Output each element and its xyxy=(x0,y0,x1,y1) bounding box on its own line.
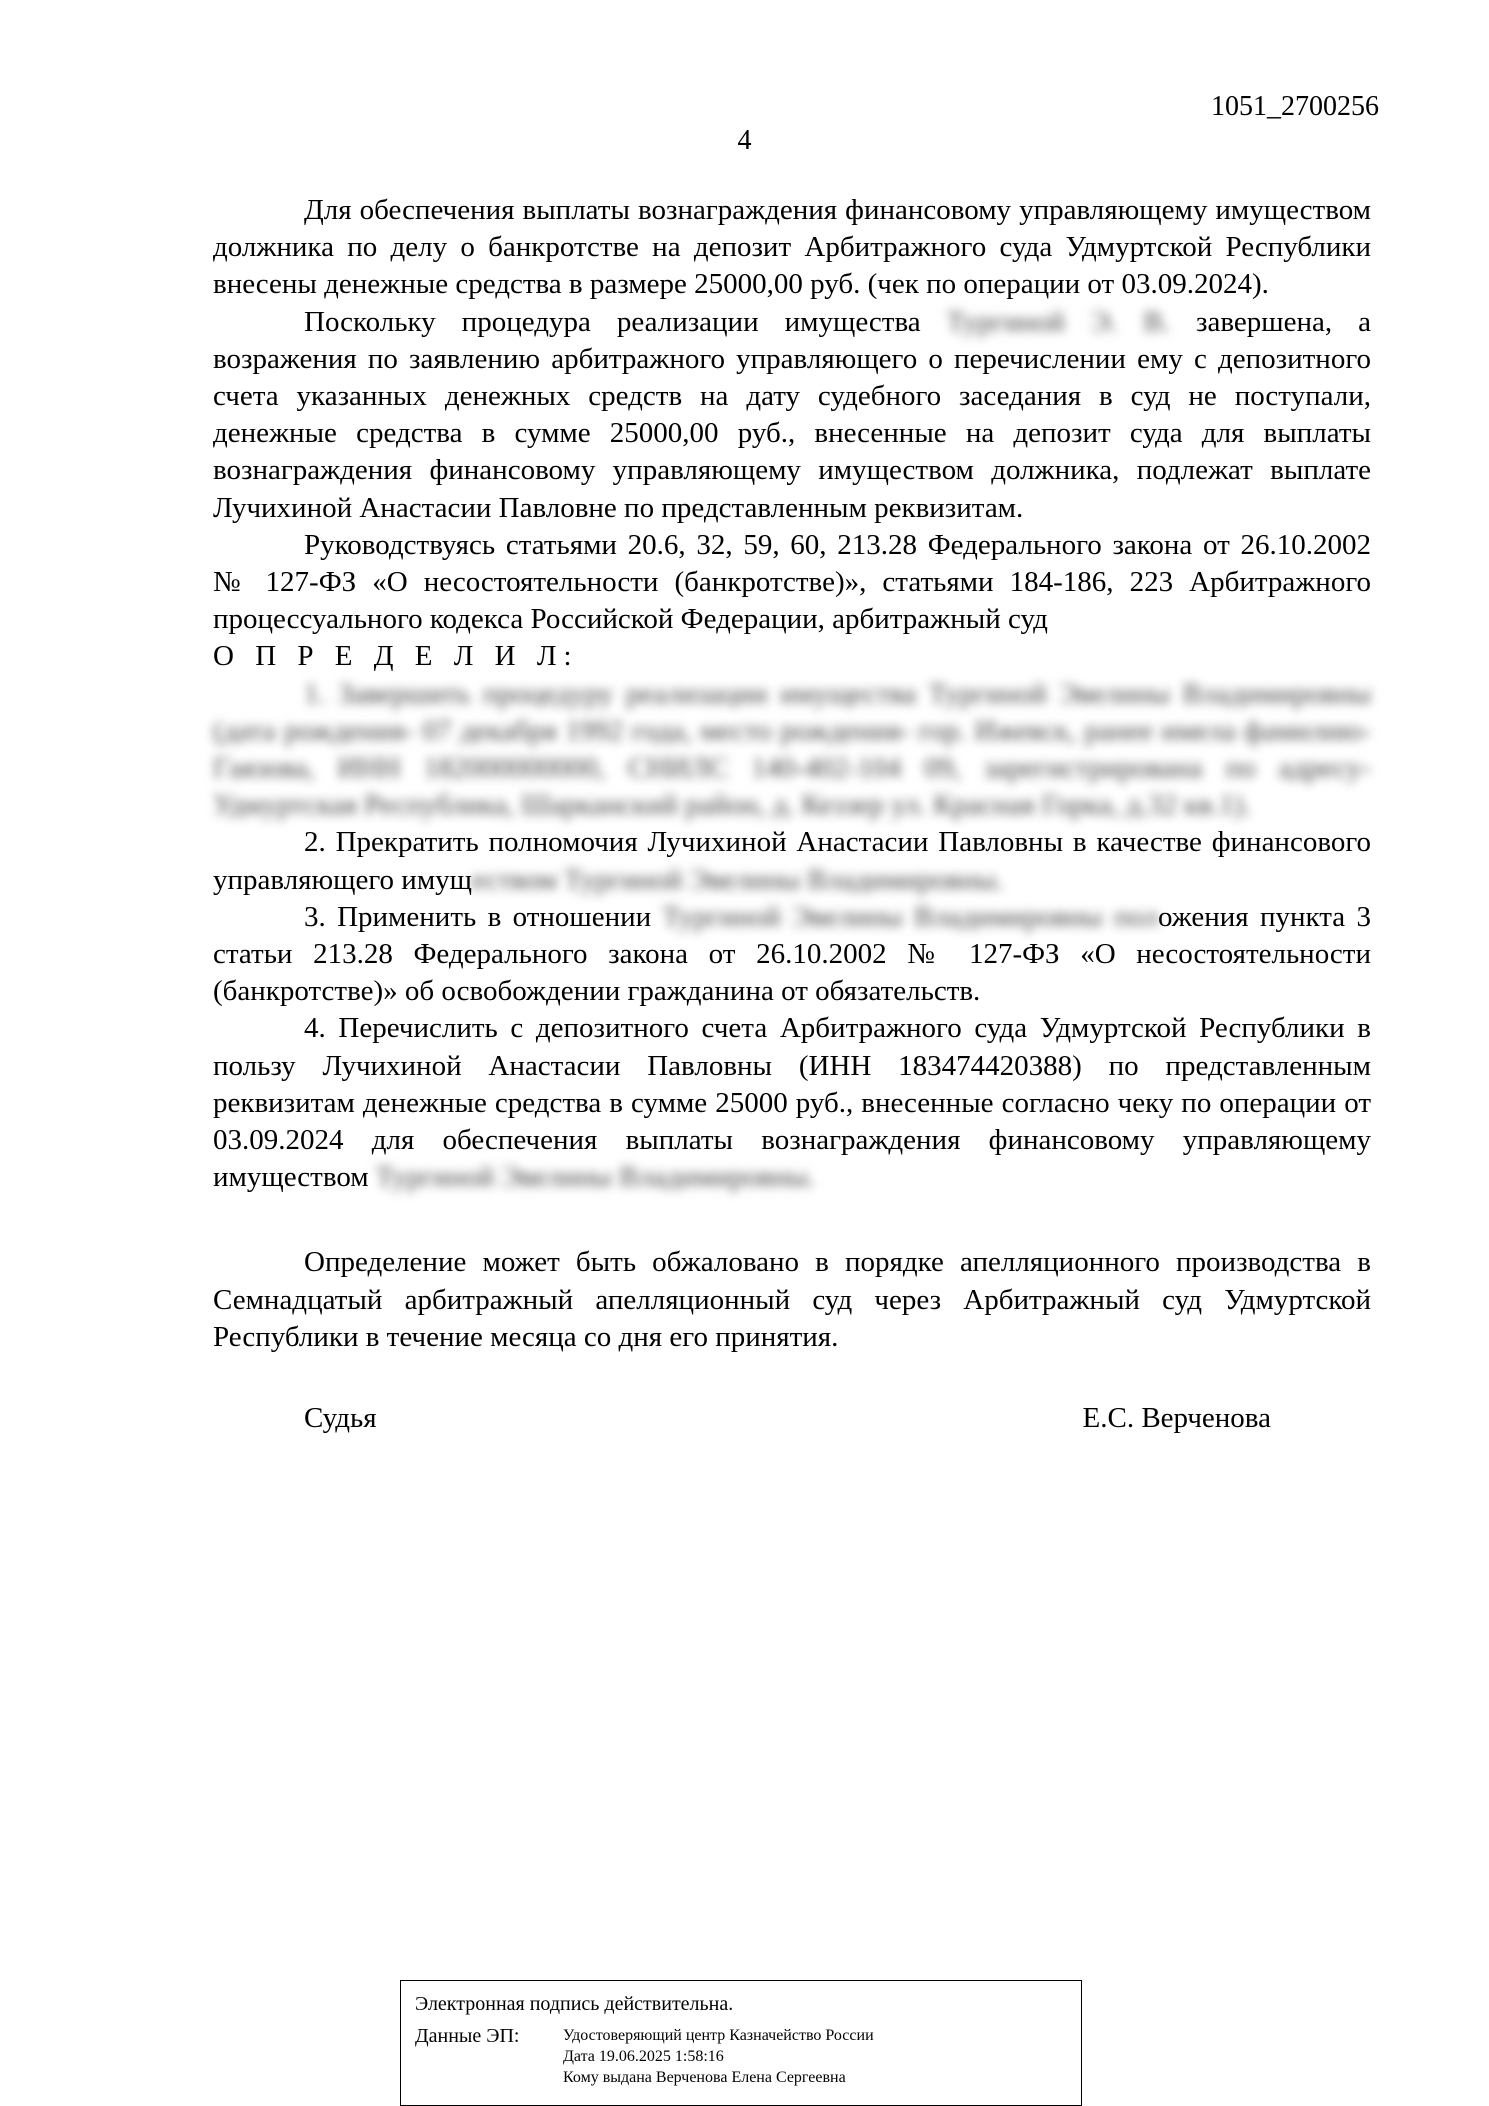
document-number: 1051_2700256 xyxy=(1211,91,1379,122)
spacer xyxy=(213,1196,1371,1244)
stamp-owner: Кому выдана Верченова Елена Сергеевна xyxy=(563,2069,846,2086)
item-3 xyxy=(213,899,1371,1011)
paragraph-procedure xyxy=(213,304,1371,527)
stamp-title: Электронная подпись действительна. xyxy=(415,1993,734,2015)
item-4-redacted: Тургиной Эвелины Владимировны. xyxy=(375,1161,815,1194)
signature-row xyxy=(213,1400,1371,1440)
stamp-issuer: Удостоверяющий центр Казначейство России xyxy=(563,2027,874,2044)
stamp-label: Данные ЭП: xyxy=(415,2025,520,2047)
paragraph-legal-basis: Руководствуясь статьями 20.6, 32, 59, 60, 213.28 Федерального закона от 26.10.2002 № 127-ФЗ «О несостоятельности (банкротстве)», статьями 184-186, 223 Арбитражного процессуального кодекса Российской Федерации, арбитражный суд xyxy=(213,528,1371,636)
item-1-redacted: 1. Завершить процедуру реализации имущества Тургиной Эвелины Владимировны (дата рождения- 07 декабря 1992 года, место рождения- гор. Ижевск, ранее имела фамилию- Гаязова, ИНН 182000000000, СНИЛС 140-402-104 09, зарегистрирована по адресу- Удмуртская Республика, Шарканский район, д. Кеззер ул. Красная Горка, д.32 кв.1). xyxy=(213,677,1371,822)
redacted-debtor-name: Тургиной Э. В. xyxy=(946,305,1170,338)
item-3-start: 3. Применить в отношении xyxy=(304,900,663,933)
paragraph-deposit: Для обеспечения выплаты вознаграждения финансовому управляющему имуществом должника по делу о банкротстве на депозит Арбитражного суда Удмуртской Республики внесены денежные средства в размере 25000,00 руб. (чек по операции от 03.09.2024). xyxy=(213,194,1371,301)
electronic-signature-stamp xyxy=(400,1980,1082,2106)
item-2 xyxy=(213,824,1371,898)
stamp-lines xyxy=(563,2025,874,2088)
document-body xyxy=(213,192,1371,1440)
item-2-redacted: еством Тургиной Эвелины Владимировны. xyxy=(472,863,1004,896)
stamp-details xyxy=(415,2025,1067,2088)
item-4 xyxy=(213,1010,1371,1196)
item-3-redacted: Тургиной Эвелины Владимировны пол xyxy=(662,900,1158,933)
judge-name: Е.С. Верченова xyxy=(1082,1402,1271,1435)
stamp-date: Дата 19.06.2025 1:58:16 xyxy=(563,2048,724,2065)
decision-heading: О П Р Е Д Е Л И Л: xyxy=(213,640,579,673)
item-3-end: ожения пункта 3 статьи 213.28 Федерального закона от 26.10.2002 № 127-ФЗ «О несостоятельности (банкротстве)» об освобождении гражданина от обязательств. xyxy=(213,900,1371,1008)
appeal-notice: Определение может быть обжаловано в порядке апелляционного производства в Семнадцатый арбитражный апелляционный суд через Арбитражный суд Удмуртской Республики в течение месяца со дня его принятия. xyxy=(213,1246,1371,1353)
item-2-text: 2. Прекратить полномочия Лучихиной Анастасии Павловны в качестве финансового управляющего имущ xyxy=(213,826,1371,896)
signature-label: Судья xyxy=(304,1402,377,1435)
paragraph-procedure-end: завершена, а возражения по заявлению арбитражного управляющего о перечислении ему с депозитного счета указанных денежных средств на дату судебного заседания в суд не поступали, денежные средства в сумме 25000,00 руб., внесенные на депозит суда для выплаты вознаграждения финансовому управляющему имуществом должника, подлежат выплате Лучихиной Анастасии Павловне по представленным реквизитам. xyxy=(213,305,1371,524)
item-4-text: 4. Перечислить с депозитного счета Арбитражного суда Удмуртской Республики в пользу Лучихиной Анастасии Павловны (ИНН 183474420388) по представленным реквизитам денежные средства в сумме 25000 руб., внесенные согласно чеку по операции от 03.09.2024 для обеспечения выплаты вознаграждения финансовому управляющему имуществом xyxy=(213,1012,1371,1194)
page-number: 4 xyxy=(737,125,752,156)
paragraph-procedure-start: Поскольку процедура реализации имущества xyxy=(304,305,947,338)
